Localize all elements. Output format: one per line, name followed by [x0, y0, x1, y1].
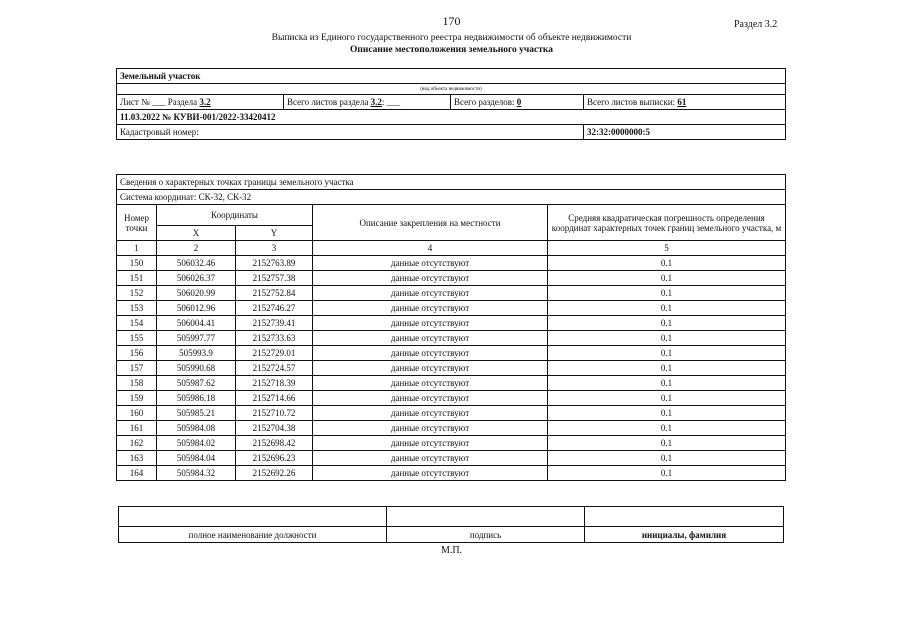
header-error: Средняя квадратическая погрешность определения координат характерных точек границ земельного участка, м — [548, 205, 786, 241]
point-description: данные отсутствуют — [313, 316, 548, 331]
table-row — [117, 346, 786, 361]
point-error: 0.1 — [548, 421, 786, 436]
coord-y: 2152752.84 — [236, 286, 313, 301]
header-number: Номер точки — [117, 205, 157, 241]
point-number: 162 — [117, 436, 157, 451]
header-coords: Координаты — [157, 205, 313, 226]
point-description: данные отсутствуют — [313, 361, 548, 376]
points-table — [116, 174, 786, 481]
point-error: 0.1 — [548, 436, 786, 451]
object-type-caption: (вид объекта недвижимости) — [117, 84, 786, 95]
points-rows — [117, 256, 786, 481]
point-description: данные отсутствуют — [313, 406, 548, 421]
coord-y: 2152714.66 — [236, 391, 313, 406]
total-section-sheets-suffix: : ___ — [381, 97, 401, 107]
point-number: 151 — [117, 271, 157, 286]
coord-x: 505984.04 — [157, 451, 236, 466]
points-caption: Сведения о характерных точках границы земельного участка — [117, 175, 786, 190]
page-number: 170 — [442, 14, 461, 28]
object-type: Земельный участок — [117, 69, 786, 84]
coord-y: 2152704.38 — [236, 421, 313, 436]
coord-system: Система координат: СК-32, СК-32 — [117, 190, 786, 205]
coord-x: 505986.18 — [157, 391, 236, 406]
point-error: 0.1 — [548, 451, 786, 466]
header-x: X — [157, 226, 236, 241]
point-error: 0.1 — [548, 346, 786, 361]
total-section-sheets-value: 3.2 — [370, 97, 382, 107]
point-number: 163 — [117, 451, 157, 466]
point-number: 157 — [117, 361, 157, 376]
column-numbers-row — [117, 241, 786, 256]
coord-y: 2152746.27 — [236, 301, 313, 316]
total-section-sheets-cell — [284, 95, 451, 110]
point-number: 155 — [117, 331, 157, 346]
point-number: 161 — [117, 421, 157, 436]
table-row — [117, 376, 786, 391]
coord-x: 505990.68 — [157, 361, 236, 376]
position-field — [119, 507, 387, 527]
coord-y: 2152710.72 — [236, 406, 313, 421]
sheet-label: Лист № — [120, 97, 150, 107]
point-description: данные отсутствуют — [313, 421, 548, 436]
table-row — [117, 391, 786, 406]
col-number-1: 1 — [117, 241, 157, 256]
coord-y: 2152763.89 — [236, 256, 313, 271]
col-number-5: 5 — [548, 241, 786, 256]
point-description: данные отсутствуют — [313, 436, 548, 451]
name-label: инициалы, фамилия — [585, 527, 784, 543]
total-sections-value: 0 — [516, 97, 522, 107]
col-number-3: 3 — [236, 241, 313, 256]
stamp-label: М.П. — [440, 545, 463, 556]
coord-x: 505984.32 — [157, 466, 236, 481]
table-row — [117, 286, 786, 301]
point-number: 150 — [117, 256, 157, 271]
point-number: 158 — [117, 376, 157, 391]
header-table — [116, 68, 786, 140]
coord-x: 505984.08 — [157, 421, 236, 436]
point-error: 0.1 — [548, 376, 786, 391]
coord-y: 2152692.26 — [236, 466, 313, 481]
date-number: 11.03.2022 № КУВИ-001/2022-33420412 — [117, 110, 786, 125]
point-number: 153 — [117, 301, 157, 316]
point-description: данные отсутствуют — [313, 346, 548, 361]
table-row — [117, 256, 786, 271]
total-extract-sheets-value: 61 — [677, 97, 687, 107]
coord-x: 505997.77 — [157, 331, 236, 346]
point-description: данные отсутствуют — [313, 301, 548, 316]
table-row — [117, 316, 786, 331]
table-row — [117, 331, 786, 346]
total-section-sheets-label: Всего листов раздела — [287, 97, 369, 107]
col-number-4: 4 — [313, 241, 548, 256]
table-row — [117, 436, 786, 451]
coord-x: 505984.02 — [157, 436, 236, 451]
coord-y: 2152739.41 — [236, 316, 313, 331]
point-error: 0.1 — [548, 361, 786, 376]
total-extract-sheets-cell — [584, 95, 786, 110]
coord-y: 2152729.01 — [236, 346, 313, 361]
point-number: 164 — [117, 466, 157, 481]
table-row — [117, 406, 786, 421]
coord-x: 505985.21 — [157, 406, 236, 421]
point-error: 0.1 — [548, 286, 786, 301]
point-number: 160 — [117, 406, 157, 421]
point-description: данные отсутствуют — [313, 391, 548, 406]
point-description: данные отсутствуют — [313, 256, 548, 271]
section-label: Раздел 3.2 — [734, 19, 778, 30]
point-error: 0.1 — [548, 406, 786, 421]
coord-x: 506020.99 — [157, 286, 236, 301]
name-field — [585, 507, 784, 527]
coord-y: 2152724.57 — [236, 361, 313, 376]
coord-y: 2152733.63 — [236, 331, 313, 346]
point-error: 0.1 — [548, 316, 786, 331]
table-row — [117, 361, 786, 376]
section-prefix: Раздела — [167, 97, 198, 107]
point-number: 154 — [117, 316, 157, 331]
coord-y: 2152718.39 — [236, 376, 313, 391]
table-row — [117, 301, 786, 316]
header-y: Y — [236, 226, 313, 241]
total-extract-sheets-label: Всего листов выписки: — [587, 97, 676, 107]
sheet-number-cell — [117, 95, 284, 110]
point-error: 0.1 — [548, 466, 786, 481]
col-number-2: 2 — [157, 241, 236, 256]
coord-x: 506026.37 — [157, 271, 236, 286]
point-number: 156 — [117, 346, 157, 361]
cadastral-value: 32:32:0000000:5 — [584, 125, 786, 140]
document-subtitle: Описание местоположения земельного участка — [350, 45, 553, 55]
table-row — [117, 271, 786, 286]
signature-table — [118, 506, 784, 543]
point-error: 0.1 — [548, 391, 786, 406]
total-sections-label: Всего разделов: — [454, 97, 515, 107]
coord-y: 2152757.38 — [236, 271, 313, 286]
signature-label: подпись — [387, 527, 585, 543]
point-error: 0.1 — [548, 301, 786, 316]
section-value: 3.2 — [199, 97, 211, 107]
header-description: Описание закрепления на местности — [313, 205, 548, 241]
signature-field — [387, 507, 585, 527]
cadastral-label: Кадастровый номер: — [117, 125, 584, 140]
coord-x: 505987.62 — [157, 376, 236, 391]
point-description: данные отсутствуют — [313, 451, 548, 466]
coord-x: 506004.41 — [157, 316, 236, 331]
point-description: данные отсутствуют — [313, 466, 548, 481]
point-error: 0.1 — [548, 331, 786, 346]
table-row — [117, 466, 786, 481]
point-number: 159 — [117, 391, 157, 406]
point-number: 152 — [117, 286, 157, 301]
point-description: данные отсутствуют — [313, 271, 548, 286]
point-description: данные отсутствуют — [313, 286, 548, 301]
point-error: 0.1 — [548, 256, 786, 271]
coord-y: 2152696.23 — [236, 451, 313, 466]
sheet-blank: ___ — [151, 97, 166, 107]
document-title: Выписка из Единого государственного реестра недвижимости об объекте недвижимости — [271, 33, 632, 43]
point-description: данные отсутствуют — [313, 376, 548, 391]
point-error: 0.1 — [548, 271, 786, 286]
table-row — [117, 451, 786, 466]
position-label: полное наименование должности — [119, 527, 387, 543]
coord-x: 506012.96 — [157, 301, 236, 316]
coord-y: 2152698.42 — [236, 436, 313, 451]
table-row — [117, 421, 786, 436]
coord-x: 506032.46 — [157, 256, 236, 271]
coord-x: 505993.9 — [157, 346, 236, 361]
total-sections-cell — [451, 95, 584, 110]
point-description: данные отсутствуют — [313, 331, 548, 346]
